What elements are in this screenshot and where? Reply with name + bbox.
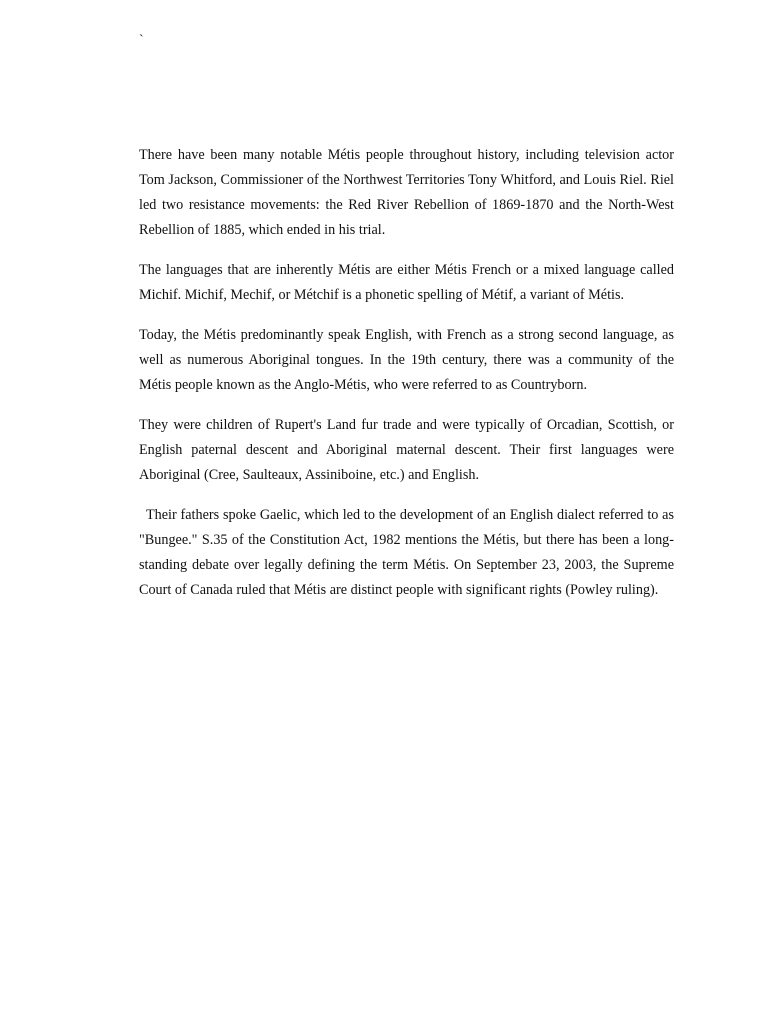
stray-mark: ` <box>139 33 144 48</box>
paragraph-languages: The languages that are inherently Métis are either Métis French or a mixed language called Michif. Michif, Mechif, or Métchif is a phonetic spelling of Métif, a variant of Métis. <box>139 262 674 303</box>
paragraph-today: Today, the Métis predominantly speak English, with French as a strong second language, as well as numerous Aboriginal tongues. In the 19th century, there was a community of the Métis people known as the Anglo-Métis, who were referred to as Countryborn. <box>139 327 674 393</box>
paragraph-bungee: Their fathers spoke Gaelic, which led to the development of an English dialect referred to as "Bungee." S.35 of the Constitution Act, 1982 mentions the Métis, but there has been a long-standing debate over legally defining the term Métis. On September 23, 2003, the Supreme Court of Canada ruled that Métis are distinct people with significant rights (Powley ruling). <box>139 507 674 598</box>
paragraph-notable-metis: There have been many notable Métis people throughout history, including television actor Tom Jackson, Commissioner of the Northwest Territories Tony Whitford, and Louis Riel. Riel led two resistance movements: the Red River Rebellion of 1869-1870 and the North-West Rebellion of 1885, which ended in his trial. <box>139 147 674 238</box>
paragraph-ruperts-land: They were children of Rupert's Land fur trade and were typically of Orcadian, Scottish, or English paternal descent and Aboriginal maternal descent. Their first languages were Aboriginal (Cree, Saulteaux, Assiniboine, etc.) and English. <box>139 417 674 483</box>
document-body <box>139 143 674 618</box>
